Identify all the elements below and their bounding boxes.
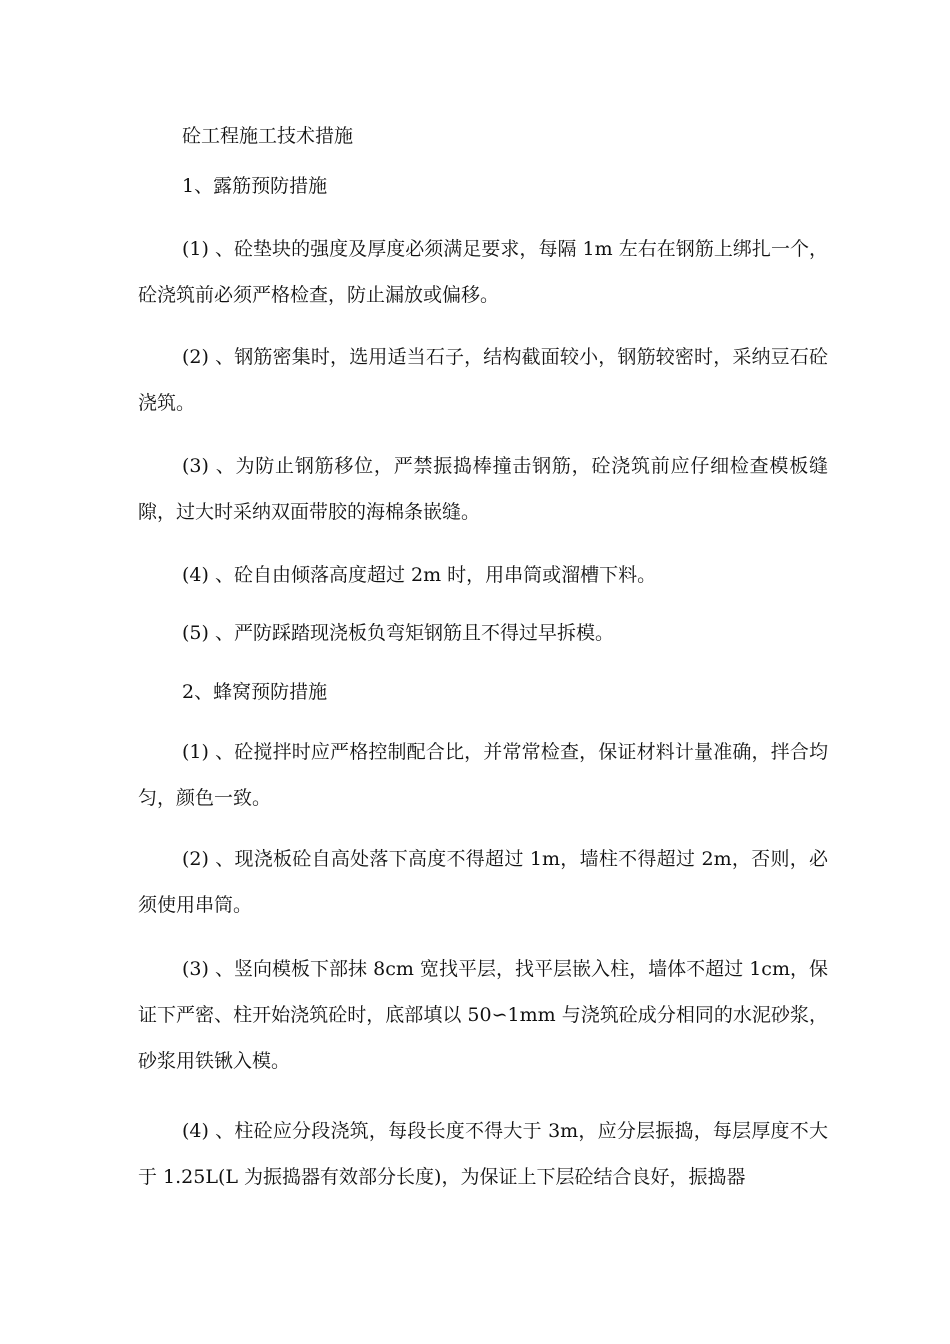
paragraph-rebar-2: (2) 、钢筋密集时，选用适当石子，结构截面较小，钢筋较密时，采纳豆石砼浇筑。 xyxy=(138,346,828,414)
paragraph-rebar-1: (1) 、砼垫块的强度及厚度必须满足要求，每隔 1m 左右在钢筋上绑扎一个，砼浇筑前必须严格检查，防止漏放或偏移。 xyxy=(138,238,828,306)
paragraph-honeycomb-3: (3) 、竖向模板下部抹 8cm 宽找平层，找平层嵌入柱，墙体不超过 1cm，保证下严密、柱开始浇筑砼时，底部填以 50∽1mm 与浇筑砼成分相同的水泥砂浆，砂浆用铁锹入模。 xyxy=(138,958,828,1072)
paragraph-honeycomb-2: (2) 、现浇板砼自高处落下高度不得超过 1m，墙柱不得超过 2m，否则，必须使用串筒。 xyxy=(138,848,828,916)
document-title: 砼工程施工技术措施 xyxy=(182,125,354,147)
paragraph-honeycomb-1: (1) 、砼搅拌时应严格控制配合比，并常常检查，保证材料计量准确，拌合均匀，颜色一致。 xyxy=(138,741,828,809)
paragraph-rebar-4: (4) 、砼自由倾落高度超过 2m 时，用串筒或溜槽下料。 xyxy=(182,564,657,586)
section-heading-honeycomb: 2、蜂窝预防措施 xyxy=(182,681,328,703)
paragraph-rebar-5: (5) 、严防踩踏现浇板负弯矩钢筋且不得过早拆模。 xyxy=(182,622,614,644)
paragraph-honeycomb-4: (4) 、柱砼应分段浇筑，每段长度不得大于 3m，应分层振捣，每层厚度不大于 1.25L(L 为振捣器有效部分长度)，为保证上下层砼结合良好，振捣器 xyxy=(138,1120,828,1188)
paragraph-rebar-3: (3) 、为防止钢筋移位，严禁振捣棒撞击钢筋，砼浇筑前应仔细检查模板缝隙，过大时采纳双面带胶的海棉条嵌缝。 xyxy=(138,455,828,523)
section-heading-exposed-rebar: 1、露筋预防措施 xyxy=(182,175,328,197)
